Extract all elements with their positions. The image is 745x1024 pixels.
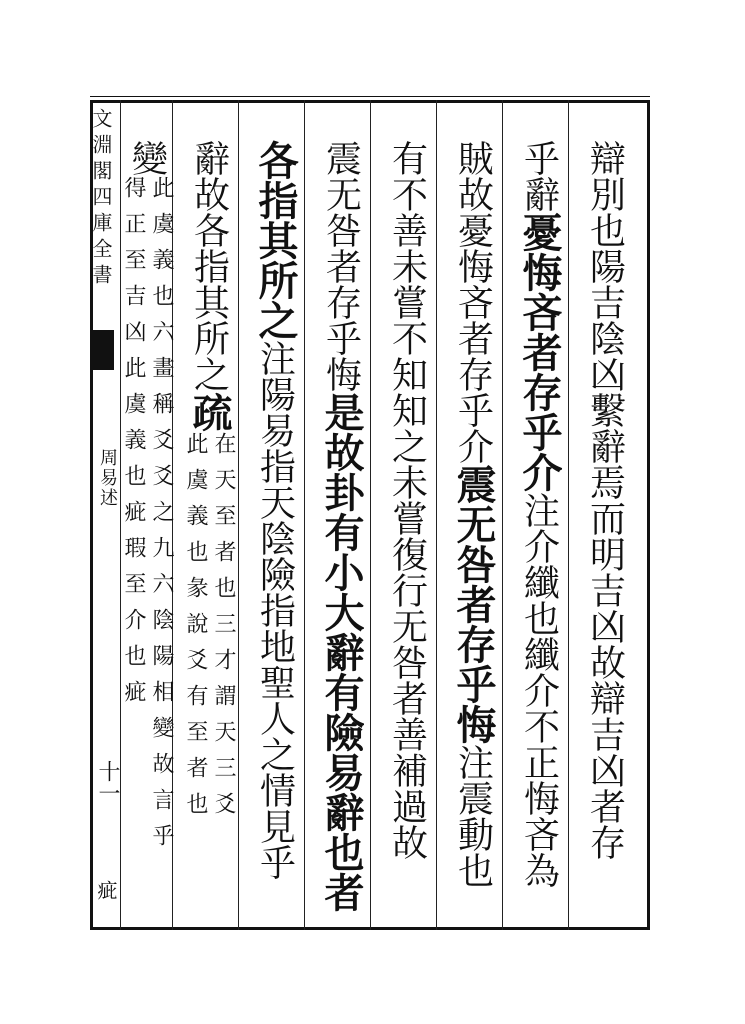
text-column-8 bbox=[122, 140, 172, 860]
text-column-2 bbox=[510, 140, 568, 888]
commentary-note: 在天至者也三才謂天三爻 bbox=[211, 432, 236, 828]
column-rule bbox=[370, 100, 371, 930]
annotation-text: 辭故各指其所之 bbox=[188, 140, 230, 392]
commentary-notes bbox=[121, 176, 173, 860]
block-heart-header: 文淵閣四庫全書 bbox=[89, 108, 113, 290]
annotation-text: 注介纖也纖介不正悔吝為 bbox=[518, 492, 560, 888]
text-column-3 bbox=[444, 140, 502, 888]
leaf-number: 十一 bbox=[95, 760, 120, 804]
text-column-7 bbox=[180, 140, 238, 828]
column-rule bbox=[502, 100, 503, 930]
annotation-text: 有不善未嘗不知知之未嘗復行无咎者善補過故 bbox=[386, 140, 428, 860]
classic-text: 是故卦有小大辭有險易辭也者 bbox=[318, 392, 365, 912]
text-column-6 bbox=[246, 140, 304, 880]
annotation-text: 注陽易指天陰險指地聖人之情見乎 bbox=[254, 340, 296, 880]
annotation-text: 辯別也陽吉陰凶繫辭焉而明吉凶故辯吉凶者存 bbox=[584, 140, 626, 860]
edge-note: 疵 bbox=[94, 880, 118, 900]
annotation-text: 乎辭 bbox=[518, 140, 560, 212]
annotation-text: 變 bbox=[126, 140, 168, 176]
commentary-note: 此虞義也六畫稱爻爻之九六陰陽相變故言乎 bbox=[149, 176, 174, 860]
frame-top-line bbox=[90, 96, 650, 97]
classic-text: 各指其所之 bbox=[252, 140, 299, 340]
classic-text: 疏 bbox=[186, 392, 233, 432]
commentary-notes bbox=[183, 432, 235, 828]
text-column-5 bbox=[312, 140, 370, 912]
commentary-note: 得正至吉凶此虞義也疵瑕至介也疵 bbox=[121, 176, 146, 716]
book-title: 周易述 bbox=[97, 448, 118, 508]
text-column-1 bbox=[576, 140, 634, 860]
column-rule bbox=[238, 100, 239, 930]
classic-text: 震无咎者存乎悔 bbox=[450, 464, 497, 744]
column-rule bbox=[304, 100, 305, 930]
column-rule bbox=[436, 100, 437, 930]
classic-text: 憂悔吝者存乎介 bbox=[516, 212, 563, 492]
annotation-text: 賊故憂悔吝者存乎介 bbox=[452, 140, 494, 464]
annotation-text: 震无咎者存乎悔 bbox=[320, 140, 362, 392]
commentary-note: 此虞義也彖說爻有至者也 bbox=[183, 432, 208, 828]
column-rule bbox=[568, 100, 569, 930]
fishtail-mark bbox=[92, 330, 114, 370]
annotation-text: 注震動也 bbox=[452, 744, 494, 888]
text-column-4 bbox=[378, 140, 436, 860]
